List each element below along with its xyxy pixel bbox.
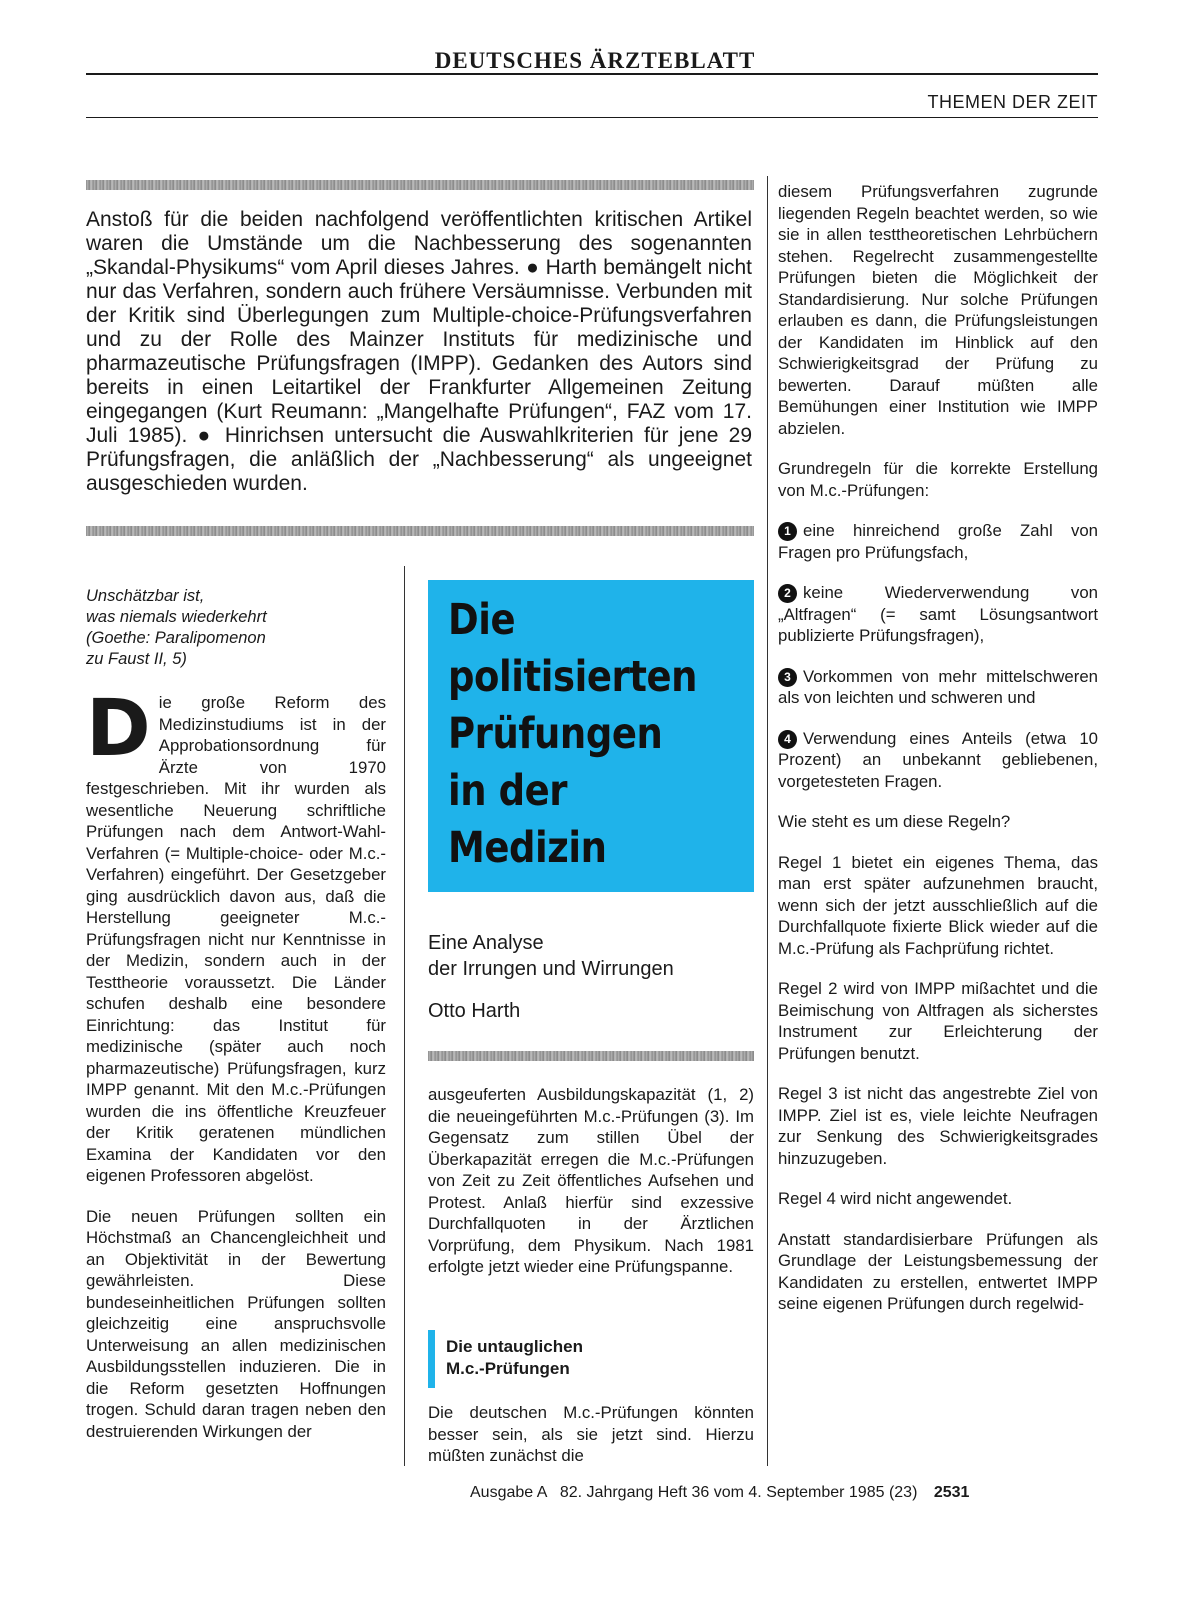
column-rule-2 — [767, 176, 768, 1466]
column-2-continued — [428, 1402, 754, 1486]
number-3-icon: 3 — [778, 668, 797, 687]
body-paragraph: diesem Prüfungsverfahren zugrunde liegenden Regeln beachtet werden, so wie sie in allen testtheoretischen Lehrbüchern stehen. Regelrecht zusammengestellte Prüfungen bieten die Möglichkeit der Standardisierung. Nur solche Prüfungen erlauben es dann, die Prüfungsleistungen der Kandidaten im Hinblick auf den Schwierigkeitsgrad der Prüfung zu bewerten. Darauf müßten alle Bemühungen einer Institution wie IMPP abzielen. — [778, 182, 1098, 438]
title-line: Die — [448, 595, 516, 645]
body-paragraph: Regel 2 wird von IMPP mißachtet und die Beimischung von Altfragen als sicherstes Instrument zur Erleichterung der Prüfungen benutzt. — [778, 979, 1098, 1063]
epigraph-line: Unschätzbar ist, — [86, 587, 205, 605]
epigraph-line: was niemals wiederkehrt — [86, 608, 267, 626]
body-paragraph: Regel 1 bietet ein eigenes Thema, das man erst später aufzunehmen braucht, wenn sich der jetzt ausschließlich auf die Durchfallquote fixierte Blick wieder auf die M.c.-Prüfung als Fachprüfung richtet. — [778, 852, 1098, 958]
body-paragraph: Wie steht es um diese Regeln? — [778, 812, 1011, 831]
rule-text: Verwendung eines Anteils (etwa 10 Prozent) an unbekannt gebliebenen, vorgetesteten Fragen. — [778, 728, 1098, 791]
rule-item — [778, 666, 1098, 709]
title-line: Medizin — [448, 823, 607, 873]
body-paragraph: ausgeuferten Ausbildungskapazität (1, 2) die neueingeführten M.c.-Prüfungen (3). Im Gegensatz zum stillen Übel der Überkapazität erregen die M.c.-Prüfungen von Zeit zu Zeit öffentliches Aufsehen und Protest. Anlaß hierfür sind exzessive Durchfallquoten in der Ärztlichen Vorprüfung, dem Physikum. Nach 1981 erfolgte jetzt wieder eine Prüfungspanne. — [428, 1085, 754, 1276]
column-1 — [86, 684, 386, 1461]
header-rule-top — [86, 73, 1098, 75]
column-3 — [778, 181, 1098, 1334]
rule-text: eine hinreichend große Zahl von Fragen pro Prüfungsfach, — [778, 521, 1098, 562]
intro-top-rule — [86, 180, 754, 190]
rule-item — [778, 520, 1098, 563]
body-paragraph: Regel 3 ist nicht das angestrebte Ziel von IMPP. Ziel ist es, viele leichte Neufragen zur Senkung des Schwierigkeitsgrades hinzuzugeben. — [778, 1084, 1098, 1168]
column-2 — [428, 1084, 754, 1297]
number-4-icon: 4 — [778, 730, 797, 749]
epigraph-line: (Goethe: Paralipomenon — [86, 629, 266, 647]
subheading — [446, 1336, 583, 1380]
subheading-line: M.c.-Prüfungen — [446, 1359, 570, 1378]
page-footer — [470, 1484, 969, 1502]
subtitle-line: der Irrungen und Wirrungen — [428, 958, 674, 980]
rule-item — [778, 728, 1098, 793]
section-label: THEMEN DER ZEIT — [927, 92, 1098, 112]
subtitle-line: Eine Analyse — [428, 932, 544, 954]
title-line: Prüfungen — [448, 709, 663, 759]
body-text: ie große Reform des Medizinstudiums ist in der Approbationsordnung für Ärzte von 1970 festgeschrieben. Mit ihr wurden als wesentliche Neuerung schriftliche Prüfungen nach dem Antwort-Wahl-Verfahren (= Multiple-choice- oder M.c.-Verfahren) eingeführt. Der Gesetzgeber ging ausdrücklich davon aus, daß die Herstellung geeigneter M.c.-Prüfungsfragen nicht nur Kenntnisse in der Medizin, sondern auch in der Testtheorie voraussetzt. Die Länder schufen deshalb eine besondere Einrichtung: das Institut für medizinische (später auch noch pharmazeutische) Prüfungsfragen, kurz IMPP genannt. Mit den M.c.-Prüfungen wurden die ins öffentliche Kreuzfeuer der Kritik geratenen mündlichen Examina der Kandidaten vor den eigenen Professoren abgelöst. — [86, 693, 386, 1185]
epigraph — [86, 586, 386, 670]
intro-bottom-rule — [86, 526, 754, 536]
drop-cap: D — [86, 684, 151, 774]
number-1-icon: 1 — [778, 522, 797, 541]
body-paragraph: Die deutschen M.c.-Prüfungen könnten besser sein, als sie jetzt sind. Hierzu müßten zunächst die — [428, 1403, 754, 1465]
rule-text: keine Wiederverwendung von „Altfragen“ (= samt Lösungsantwort publizierte Prüfungsfragen), — [778, 583, 1098, 645]
article-author: Otto Harth — [428, 1000, 521, 1022]
body-paragraph: Anstatt standardisierbare Prüfungen als Grundlage der Leistungsbemessung der Kandidaten zu erstellen, entwertet IMPP seine eigenen Prüfungen durch regelwid- — [778, 1229, 1098, 1313]
issue-info: Ausgabe A 82. Jahrgang Heft 36 vom 4. September 1985 (23) — [470, 1484, 918, 1501]
title-line: in der — [448, 766, 568, 816]
body-paragraph: Regel 4 wird nicht angewendet. — [778, 1189, 1013, 1208]
subhead-marker — [428, 1330, 435, 1388]
intro-text — [86, 208, 752, 496]
subheading-line: Die untauglichen — [446, 1337, 583, 1356]
body-paragraph: Grundregeln für die korrekte Erstellung von M.c.-Prüfungen: — [778, 459, 1098, 500]
rule-item — [778, 582, 1098, 647]
body-paragraph: Die neuen Prüfungen sollten ein Höchstmaß an Chancengleichheit und an Objektivität in der Bewertung gewährleisten. Diese bundeseinheitlichen Prüfungen sollten gleichzeitig eine anspruchsvolle Unterweisung an allen medizinischen Ausbildungsstellen induzieren. Die in die Reform gesetzten Hoffnungen trogen. Schuld daran tragen neben den destruierenden Wirkungen der — [86, 1206, 386, 1441]
body-paragraph — [86, 684, 386, 1187]
title-box — [428, 580, 754, 892]
article-title — [448, 592, 697, 877]
intro-paragraph: Anstoß für die beiden nachfolgend veröffentlichten kritischen Artikel waren die Umstände um die Nachbesserung des sogenannten „Skandal-Physikums“ vom April dieses Jahres. ● Harth bemängelt nicht nur das Verfahren, sondern auch frühere Versäumnisse. Verbunden mit der Kritik sind Überlegungen zum Multiple-choice-Prüfungsverfahren und zu der Rolle des Mainzer Instituts für medizinische und pharmazeutische Prüfungsfragen (IMPP). Gedanken des Autors sind bereits in einen Leitartikel der Frankfurter Allgemeinen Zeitung eingegangen (Kurt Reumann: „Mangelhafte Prüfungen“, FAZ vom 17. Juli 1985). ● Hinrichsen untersucht die Auswahlkriterien für jene 29 Prüfungsfragen, die anläßlich der „Nachbesserung“ als ungeeignet ausgeschieden wurden. — [86, 208, 752, 495]
column-rule-1 — [404, 566, 405, 1466]
title-bottom-rule — [428, 1051, 754, 1061]
article-subtitle — [428, 930, 674, 982]
rule-text: Vorkommen von mehr mittelschweren als von leichten und schweren und — [778, 666, 1098, 707]
title-line: politisierten — [448, 652, 698, 702]
header-rule-bottom — [86, 117, 1098, 118]
number-2-icon: 2 — [778, 584, 797, 603]
masthead: DEUTSCHES ÄRZTEBLATT — [434, 48, 756, 73]
epigraph-line: zu Faust II, 5) — [86, 650, 187, 668]
page-number: 2531 — [933, 1484, 970, 1501]
